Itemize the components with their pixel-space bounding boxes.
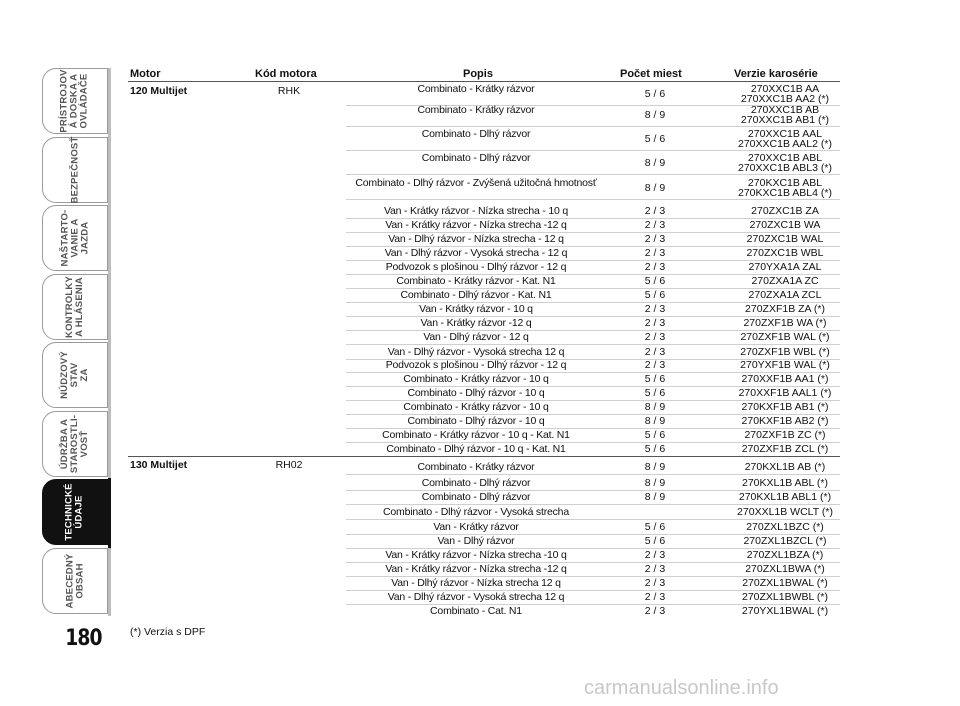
chapter-tab[interactable] xyxy=(42,411,108,477)
row-seats: 5 / 6 xyxy=(644,429,666,441)
row-seats: 2 / 3 xyxy=(644,247,666,259)
row-description: Combinato - Dlhý rázvor xyxy=(421,491,531,503)
row-body-version: 270ZXL1BZA (*) xyxy=(746,549,824,561)
row-seats: 2 / 3 xyxy=(644,359,666,371)
row-seats: 2 / 3 xyxy=(644,591,666,603)
row-seats: 5 / 6 xyxy=(644,443,666,455)
row-description: Podvozok s plošinou - Dlhý rázvor - 12 q xyxy=(385,359,567,371)
row-body-version: 270ZXF1B WBL (*) xyxy=(740,346,830,358)
row-divider xyxy=(346,126,840,127)
chapter-tab-label: NAŠTARTO- VANIE A JAZDA xyxy=(59,209,90,267)
row-description: Van - Dlhý rázvor - Nízka strecha 12 q xyxy=(391,577,561,589)
row-body-version: 270XXC1B AB1 (*) xyxy=(740,114,830,126)
row-body-version: 270ZXL1BZC (*) xyxy=(746,521,824,533)
chapter-tab-label: NÚDZOVÝ STAV ZA xyxy=(58,351,90,399)
header-rule xyxy=(128,81,840,82)
row-description: Van - Krátky rázvor - 10 q xyxy=(419,303,533,315)
chapter-tab-label: ÚDRŽBA A STAROSTLI- VOSŤ xyxy=(58,414,90,473)
row-seats: 2 / 3 xyxy=(644,261,666,273)
group-divider xyxy=(128,456,840,457)
row-body-version: 270XXC1B ABL xyxy=(747,152,823,164)
row-seats: 8 / 9 xyxy=(644,182,666,194)
row-seats: 5 / 6 xyxy=(644,373,666,385)
chapter-tab-label: BEZPEČNOSŤ xyxy=(69,136,80,203)
row-description: Combinato - Dlhý rázvor xyxy=(421,128,531,140)
row-description: Combinato - Krátky rázvor xyxy=(417,104,535,116)
row-seats: 8 / 9 xyxy=(644,477,666,489)
chapter-tab[interactable] xyxy=(42,274,108,340)
motor-name: 130 Multijet xyxy=(130,459,188,471)
row-description: Combinato - Krátky rázvor - 10 q xyxy=(403,373,549,385)
row-description: Combinato - Dlhý rázvor - 10 q - Kat. N1 xyxy=(386,443,566,455)
row-description: Van - Dlhý rázvor - Vysoká strecha - 12 q xyxy=(384,247,568,259)
row-divider xyxy=(346,519,840,520)
row-body-version: 270KXF1B AB2 (*) xyxy=(741,415,829,427)
motor-name: 120 Multijet xyxy=(130,85,188,97)
row-description: Combinato - Krátky rázvor - 10 q xyxy=(403,401,549,413)
chapter-tab[interactable] xyxy=(42,548,108,614)
row-seats: 2 / 3 xyxy=(644,233,666,245)
row-divider xyxy=(346,174,840,175)
row-seats: 8 / 9 xyxy=(644,415,666,427)
row-description: Combinato - Dlhý rázvor xyxy=(421,152,531,164)
row-body-version: 270ZXA1A ZCL xyxy=(748,289,822,301)
chapter-tab[interactable] xyxy=(42,342,108,408)
row-seats: 8 / 9 xyxy=(644,157,666,169)
row-body-version: 270ZXL1BZCL (*) xyxy=(743,535,827,547)
row-description: Combinato - Krátky rázvor - Kat. N1 xyxy=(396,275,556,287)
chapter-tab-label: KONTROLKY A HLÁSENIA xyxy=(64,275,85,338)
row-description: Combinato - Dlhý rázvor - Zvýšená užitočná hmotnosť xyxy=(355,177,597,189)
chapter-tab-label: ABECEDNÝ OBSAH xyxy=(63,553,85,608)
row-body-version: 270YXF1B WAL (*) xyxy=(740,359,830,371)
row-seats: 8 / 9 xyxy=(644,461,666,473)
row-body-version: 270ZXF1B ZA (*) xyxy=(745,303,825,315)
row-body-version: 270XXF1B AA1 (*) xyxy=(741,373,829,385)
watermark: carmanualsonline.info xyxy=(584,677,779,699)
row-body-version: 270ZXL1BWA (*) xyxy=(745,563,825,575)
row-body-version: 270KXL1B ABL1 (*) xyxy=(738,491,832,503)
row-seats: 2 / 3 xyxy=(644,577,666,589)
row-seats: 5 / 6 xyxy=(644,535,666,547)
row-seats: 2 / 3 xyxy=(644,346,666,358)
row-description: Van - Krátky rázvor -12 q xyxy=(420,317,532,329)
row-seats: 5 / 6 xyxy=(644,289,666,301)
row-body-version: 270ZXC1B WBL xyxy=(746,247,824,259)
row-description: Combinato - Dlhý rázvor - 10 q xyxy=(407,387,545,399)
row-body-version: 270KXC1B ABL4 (*) xyxy=(738,187,832,199)
footnote: (*) Verzia s DPF xyxy=(130,626,206,638)
row-description: Combinato - Dlhý rázvor - Kat. N1 xyxy=(400,289,552,301)
row-body-version: 270YXA1A ZAL xyxy=(748,261,822,273)
row-divider xyxy=(346,474,840,475)
row-body-version: 270KXL1B ABL (*) xyxy=(742,477,828,489)
row-seats: 2 / 3 xyxy=(644,605,666,617)
row-seats: 5 / 6 xyxy=(644,521,666,533)
row-seats: 8 / 9 xyxy=(644,491,666,503)
row-body-version: 270KXL1B AB (*) xyxy=(744,461,826,473)
chapter-tab[interactable] xyxy=(42,68,108,134)
row-seats: 2 / 3 xyxy=(644,331,666,343)
engine-code: RH02 xyxy=(275,459,303,471)
row-seats: 8 / 9 xyxy=(644,109,666,121)
chapter-tab[interactable] xyxy=(42,479,108,545)
row-description: Van - Dlhý rázvor - Nízka strecha - 12 q xyxy=(388,233,564,245)
row-seats: 8 / 9 xyxy=(644,401,666,413)
row-body-version: 270ZXL1BWBL (*) xyxy=(742,591,828,603)
row-divider xyxy=(346,150,840,151)
row-divider xyxy=(346,344,840,345)
chapter-tab-label: PRÍSTROJOV Á DOSKA A OVLÁDAČE xyxy=(59,69,90,133)
row-body-version: 270XXC1B AA2 (*) xyxy=(740,93,830,105)
row-body-version: 270YXL1BWAL (*) xyxy=(741,605,829,617)
row-body-version: 270ZXF1B ZCL (*) xyxy=(741,443,829,455)
row-body-version: 270KXF1B AB1 (*) xyxy=(741,401,829,413)
chapter-tab[interactable] xyxy=(42,137,108,203)
row-body-version: 270ZXC1B WAL xyxy=(746,233,824,245)
row-description: Van - Krátky rázvor - Nízka strecha -12 q xyxy=(385,563,567,575)
row-body-version: 270XXC1B AB xyxy=(750,104,820,116)
row-description: Combinato - Dlhý rázvor - Vysoká strecha xyxy=(383,506,569,518)
row-description: Combinato - Krátky rázvor xyxy=(417,461,535,473)
header-kod: Kód motora xyxy=(255,68,317,80)
row-seats: 2 / 3 xyxy=(644,303,666,315)
row-body-version: 270XXL1B WCLT (*) xyxy=(737,506,833,518)
row-description: Van - Dlhý rázvor - Vysoká strecha 12 q xyxy=(387,346,565,358)
row-body-version: 270XXC1B ABL3 (*) xyxy=(738,162,832,174)
row-body-version: 270ZXL1BWAL (*) xyxy=(742,577,828,589)
chapter-tab-label: TECHNICKÉ ÚDAJE xyxy=(64,483,85,541)
row-description: Van - Krátky rázvor xyxy=(433,521,519,533)
row-description: Podvozok s plošinou - Dlhý rázvor - 12 q xyxy=(385,261,567,273)
row-body-version: 270XXC1B AAL xyxy=(747,128,823,140)
row-divider xyxy=(346,199,840,200)
row-description: Van - Dlhý rázvor - 12 q xyxy=(423,331,529,343)
header-verzie: Verzie karosérie xyxy=(734,68,818,80)
row-seats: 5 / 6 xyxy=(644,88,666,100)
row-body-version: 270XXC1B AAL2 (*) xyxy=(738,138,832,150)
header-motor: Motor xyxy=(130,68,161,80)
row-description: Van - Krátky rázvor - Nízka strecha -10 q xyxy=(385,549,567,561)
page-number: 180 xyxy=(65,626,102,651)
row-seats: 2 / 3 xyxy=(644,549,666,561)
row-body-version: 270ZXC1B ZA xyxy=(751,205,819,217)
row-body-version: 270ZXF1B ZC (*) xyxy=(744,429,826,441)
row-description: Van - Dlhý rázvor xyxy=(437,535,515,547)
chapter-tab[interactable] xyxy=(42,205,108,271)
row-seats: 2 / 3 xyxy=(644,205,666,217)
row-seats: 2 / 3 xyxy=(644,563,666,575)
row-body-version: 270ZXC1B WA xyxy=(749,219,821,231)
row-body-version: 270XXF1B AAL1 (*) xyxy=(738,387,832,399)
row-body-version: 270KXC1B ABL xyxy=(747,177,823,189)
row-body-version: 270ZXF1B WA (*) xyxy=(743,317,827,329)
row-description: Combinato - Dlhý rázvor - 10 q xyxy=(407,415,545,427)
header-popis: Popis xyxy=(463,68,493,80)
row-seats: 2 / 3 xyxy=(644,317,666,329)
row-description: Combinato - Dlhý rázvor xyxy=(421,477,531,489)
engine-code: RHK xyxy=(277,85,301,97)
row-description: Van - Krátky rázvor - Nízka strecha -12 q xyxy=(385,219,567,231)
row-description: Van - Dlhý rázvor - Vysoká strecha 12 q xyxy=(387,591,565,603)
row-description: Combinato - Krátky rázvor - 10 q - Kat. N1 xyxy=(382,429,570,441)
header-pocet: Počet miest xyxy=(620,68,682,80)
row-seats: 5 / 6 xyxy=(644,133,666,145)
row-seats: 2 / 3 xyxy=(644,219,666,231)
row-description: Combinato - Cat. N1 xyxy=(430,605,522,617)
tab-rail xyxy=(108,68,111,616)
row-description: Van - Krátky rázvor - Nízka strecha - 10 q xyxy=(384,205,568,217)
row-seats: 5 / 6 xyxy=(644,275,666,287)
row-seats: 5 / 6 xyxy=(644,387,666,399)
row-body-version: 270XXC1B AA xyxy=(750,83,820,95)
row-body-version: 270ZXA1A ZC xyxy=(751,275,819,287)
row-body-version: 270ZXF1B WAL (*) xyxy=(740,331,830,343)
row-divider xyxy=(346,504,840,505)
row-description: Combinato - Krátky rázvor xyxy=(417,83,535,95)
